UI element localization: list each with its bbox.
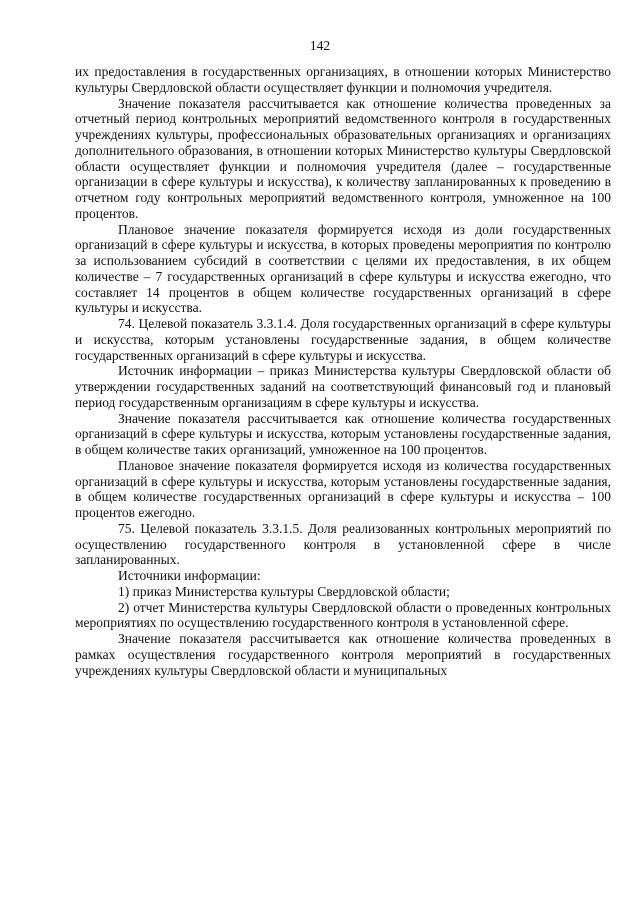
paragraph: 75. Целевой показатель 3.3.1.5. Доля реализованных контрольных мероприятий по осуществлению государственного контроля в установленной сфере в числе запланированных.	[75, 520, 611, 568]
paragraph: их предоставления в государственных организациях, в отношении которых Министерство культуры Свердловской области осуществляет функции и полномочия учредителя.	[75, 64, 611, 95]
paragraph: Плановое значение показателя формируется исходя из количества государственных организаций в сфере культуры и искусства, которым установлены государственные задания, в общем количестве государственных организаций в сфере культуры и искусства – 100 процентов ежегодно.	[75, 457, 611, 520]
paragraph: Значение показателя рассчитывается как отношение количества проведенных за отчетный период контрольных мероприятий ведомственного контроля в государственных учреждениях культуры, профессиональных образовательных организациях и организациях дополнительного образования, в отношении которых Министерство культуры Свердловской области осуществляет функции и полномочия учредителя (далее – государственные организации в сфере культуры и искусства), к количеству запланированных к проведению в отчетном году контрольных мероприятий ведомственного контроля, умноженное на 100 процентов.	[75, 95, 611, 221]
paragraph: 74. Целевой показатель 3.3.1.4. Доля государственных организаций в сфере культуры и искусства, которым установлены государственные задания, в общем количестве государственных организаций в сфере культуры и искусства.	[75, 316, 611, 363]
paragraph: 2) отчет Министерства культуры Свердловской области о проведенных контрольных мероприятиях по осуществлению государственного контроля в установленной сфере.	[75, 599, 611, 631]
document-body	[75, 64, 611, 678]
page-number: 142	[309, 38, 331, 53]
paragraph: Значение показателя рассчитывается как отношение количества государственных организаций в сфере культуры и искусства, которым установлены государственные задания, в общем количестве таких организаций, умноженное на 100 процентов.	[75, 410, 611, 457]
paragraph: Источник информации – приказ Министерства культуры Свердловской области об утверждении государственных заданий на соответствующий финансовый год и плановый период государственным организациям в сфере культуры и искусства.	[75, 363, 611, 410]
paragraph: Значение показателя рассчитывается как отношение количества проведенных в рамках осуществления государственного контроля мероприятий в государственных учреждениях культуры Свердловской области и муниципальных	[75, 631, 611, 678]
paragraph: 1) приказ Министерства культуры Свердловской области;	[118, 583, 450, 599]
paragraph: Плановое значение показателя формируется исходя из доли государственных организаций в сфере культуры и искусства, в которых проведены мероприятия по контролю за использованием субсидий в соответствии с целями их предоставления, в их общем количестве – 7 государственных организаций в сфере культуры и искусства ежегодно, что составляет 14 процентов в общем количестве государственных организаций в сфере культуры и искусства.	[75, 221, 611, 316]
paragraph: Источники информации:	[118, 568, 261, 583]
